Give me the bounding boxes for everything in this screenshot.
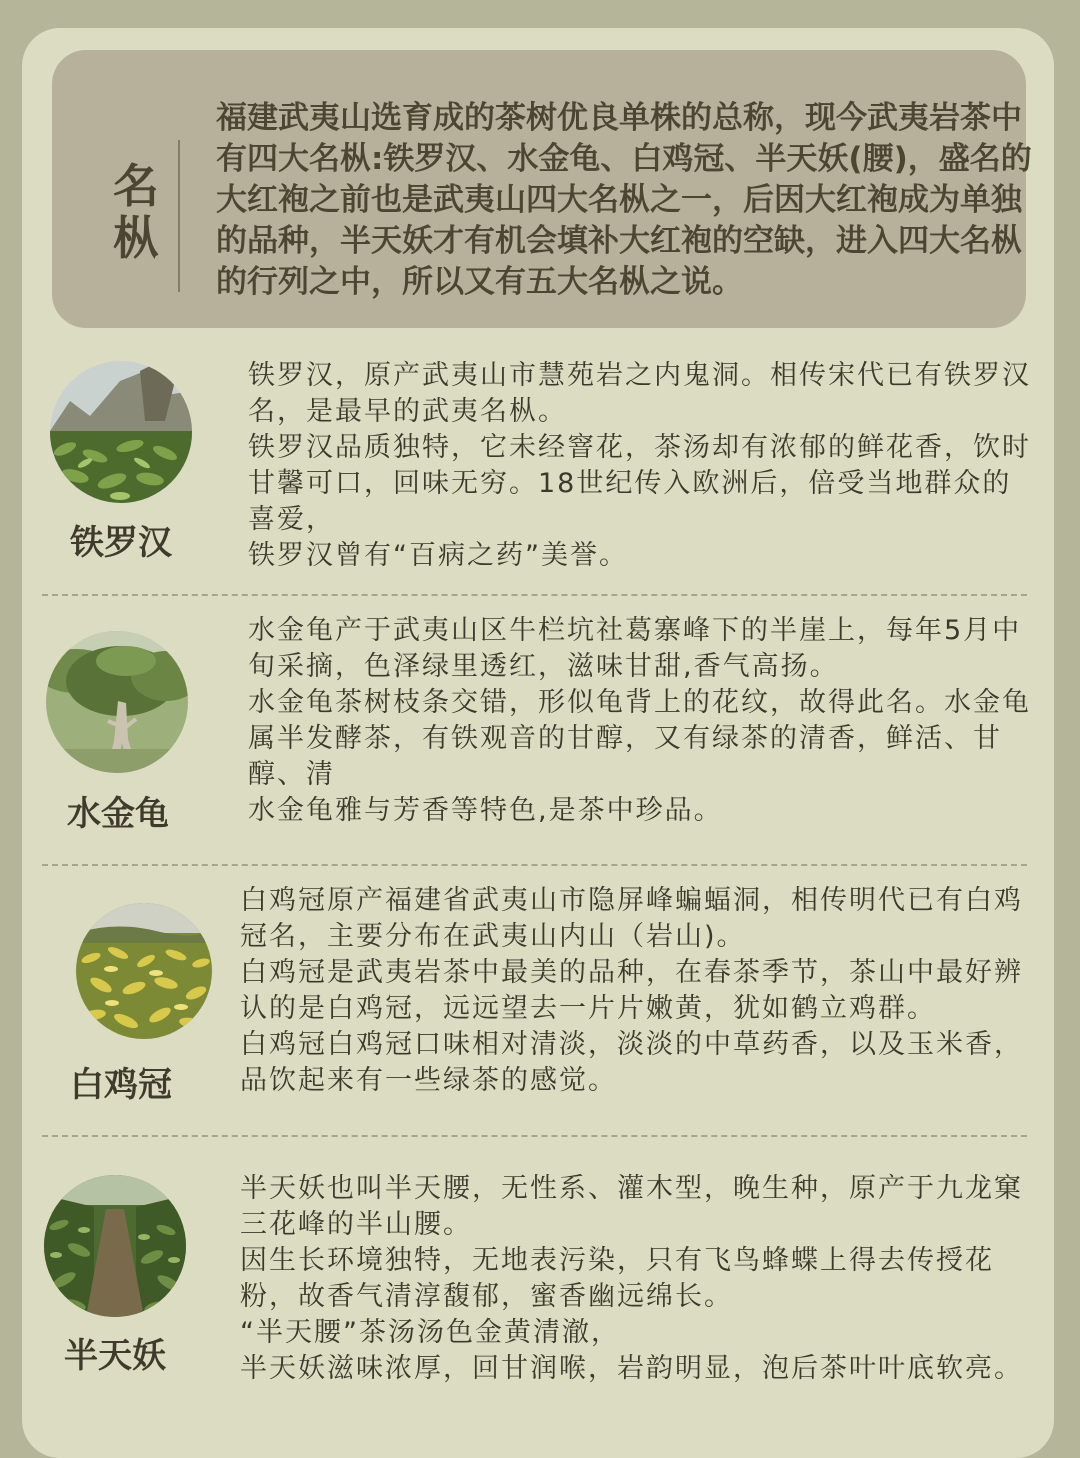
section-divider — [42, 594, 1027, 596]
tea-paragraph: “半天腰”茶汤汤色金黄清澈， — [240, 1317, 620, 1348]
intro-text: 福建武夷山选育成的茶树优良单株的总称，现今武夷岩茶中有四大名枞:铁罗汉、水金龟、白鸡冠、半天妖(腰)，盛名的大红袍之前也是武夷山四大名枞之一，后因大红袍成为单独的品种，半天妖才有机会填补大红袍的空缺，进入四大名枞的行列之中，所以又有五大名枞之说。 — [216, 100, 1032, 300]
tea-paragraph: 水金龟产于武夷山区牛栏坑社葛寨峰下的半崖上，每年5月中旬采摘，色泽绿里透红，滋味甘甜,香气高扬。 — [248, 615, 1022, 682]
section-divider — [42, 1135, 1027, 1137]
tea-paragraph: 半天妖滋味浓厚，回甘润喉，岩韵明显，泡后茶叶叶底软亮。 — [240, 1353, 1023, 1384]
intro-divider — [178, 140, 180, 292]
tea-photo-shuijingui — [46, 631, 188, 773]
section-divider — [42, 864, 1027, 866]
tea-name-tieluohan: 铁罗汉 — [70, 523, 172, 563]
tea-paragraph: 因生长环境独特，无地表污染，只有飞鸟蜂蝶上得去传授花粉，故香气清淳馥郁，蜜香幽远绵长。 — [240, 1245, 994, 1312]
tea-paragraph: 水金龟雅与芳香等特色,是茶中珍品。 — [248, 795, 723, 826]
tea-paragraph: 白鸡冠是武夷岩茶中最美的品种，在春茶季节，茶山中最好辨认的是白鸡冠，远远望去一片片嫩黄，犹如鹤立鸡群。 — [240, 957, 1023, 1024]
tea-paragraph: 白鸡冠白鸡冠口味相对清淡，淡淡的中草药香，以及玉米香，品饮起来有一些绿茶的感觉。 — [240, 1029, 1023, 1096]
tea-paragraph: 铁罗汉曾有“百病之药”美誉。 — [248, 540, 628, 571]
tea-paragraph: 水金龟茶树枝条交错，形似龟背上的花纹，故得此名。水金龟属半发酵茶，有铁观音的甘醇，又有绿茶的清香，鲜活、甘醇、清 — [248, 687, 1031, 790]
tea-paragraph: 白鸡冠原产福建省武夷山市隐屏峰蝙蝠洞，相传明代已有白鸡冠名，主要分布在武夷山内山（岩山)。 — [240, 885, 1023, 952]
tea-name-shuijingui: 水金龟 — [67, 794, 169, 834]
tea-name-bantianyao: 半天妖 — [64, 1336, 166, 1376]
tea-desc-bantianyao — [240, 1171, 1038, 1387]
tea-desc-shuijingui — [248, 613, 1038, 829]
tea-paragraph: 半天妖也叫半天腰，无性系、灌木型，晚生种，原产于九龙窠三花峰的半山腰。 — [240, 1173, 1023, 1240]
intro-title: 名枞 — [113, 159, 159, 265]
intro-panel — [52, 50, 1032, 328]
tea-paragraph: 铁罗汉品质独特，它未经窨花，茶汤却有浓郁的鲜花香，饮时甘馨可口，回味无穷。18世纪传入欧洲后，倍受当地群众的喜爱， — [248, 432, 1031, 535]
tea-photo-bantianyao — [44, 1175, 186, 1317]
content-card — [22, 28, 1054, 1458]
tea-photo-tieluohan — [50, 361, 192, 503]
tea-paragraph: 铁罗汉，原产武夷山市慧苑岩之内鬼洞。相传宋代已有铁罗汉名，是最早的武夷名枞。 — [248, 360, 1031, 427]
tea-photo-baijiguan — [76, 903, 212, 1039]
tea-desc-tieluohan — [248, 358, 1038, 574]
tea-desc-baijiguan — [240, 883, 1038, 1099]
tea-name-baijiguan: 白鸡冠 — [70, 1065, 172, 1105]
